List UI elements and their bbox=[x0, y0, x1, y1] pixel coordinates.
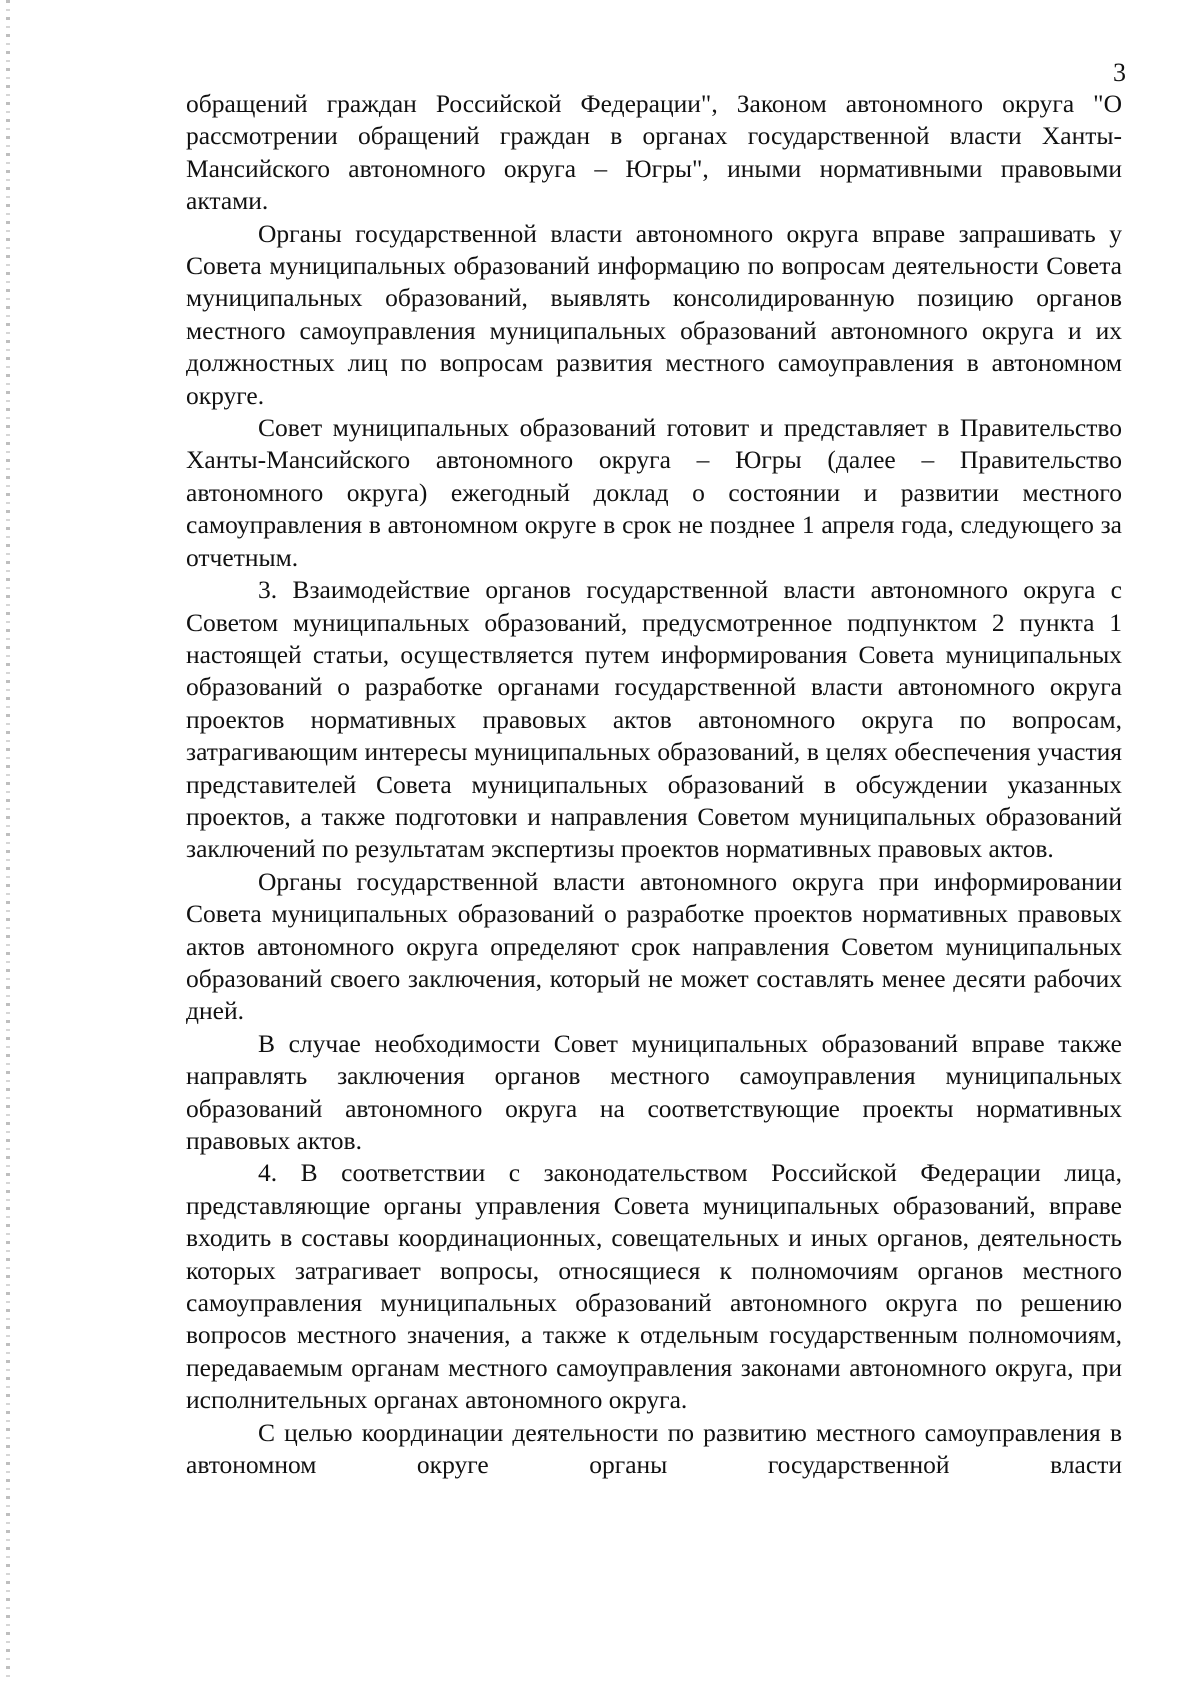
paragraph: Органы государственной власти автономного округа при информировании Совета муниципальных образований о разработке проектов нормативных правовых актов автономного округа определяют срок направления Советом муниципальных образований своего заключения, который не может составлять менее десяти рабочих дней. bbox=[186, 866, 1122, 1026]
paragraph: В случае необходимости Совет муниципальных образований вправе также направлять заключения органов местного самоуправления муниципальных образований автономного округа на соответствующие проекты нормативных правовых актов. bbox=[186, 1028, 1122, 1155]
paragraph: обращений граждан Российской Федерации", Законом автономного округа "О рассмотрении обращений граждан в органах государственной власти Ханты-Мансийского автономного округа – Югры", иными нормативными правовыми актами. bbox=[186, 89, 1122, 216]
paragraph: 3. Взаимодействие органов государственной власти автономного округа с Советом муниципальных образований, предусмотренное подпунктом 2 пункта 1 настоящей статьи, осуществляется путем информирования Совета муниципальных образований о разработке органами государственной власти автономного округа проектов нормативных правовых актов автономного округа по вопросам, затрагивающим интересы муниципальных образований, в целях обеспечения участия представителей Совета муниципальных образований в обсуждении указанных проектов, а также подготовки и направления Советом муниципальных образований заключений по результатам экспертизы проектов нормативных правовых актов. bbox=[186, 575, 1122, 864]
paragraph: Совет муниципальных образований готовит и представляет в Правительство Ханты-Мансийского автономного округа – Югры (далее – Правительство автономного округа) ежегодный доклад о состоянии и развитии местного самоуправления в автономном округе в срок не позднее 1 апреля года, следующего за отчетным. bbox=[186, 413, 1122, 572]
page-number: 3 bbox=[1113, 58, 1126, 87]
scan-edge bbox=[6, 0, 10, 1683]
document-body bbox=[186, 88, 1122, 1481]
paragraph: С целью координации деятельности по развитию местного самоуправления в автономном округе органы государственной власти bbox=[186, 1417, 1122, 1480]
paragraph: 4. В соответствии с законодательством Российской Федерации лица, представляющие органы управления Совета муниципальных образований, вправе входить в составы координационных, совещательных и иных органов, деятельность которых затрагивает вопросы, относящиеся к полномочиям органов местного самоуправления муниципальных образований автономного округа по решению вопросов местного значения, а также к отдельным государственным полномочиям, передаваемым органам местного самоуправления законами автономного округа, при исполнительных органах автономного округа. bbox=[186, 1158, 1122, 1415]
paragraph: Органы государственной власти автономного округа вправе запрашивать у Совета муниципальных образований информацию по вопросам деятельности Совета муниципальных образований, выявлять консолидированную позицию органов местного самоуправления муниципальных образований автономного округа и их должностных лиц по вопросам развития местного самоуправления в автономном округе. bbox=[186, 218, 1122, 410]
